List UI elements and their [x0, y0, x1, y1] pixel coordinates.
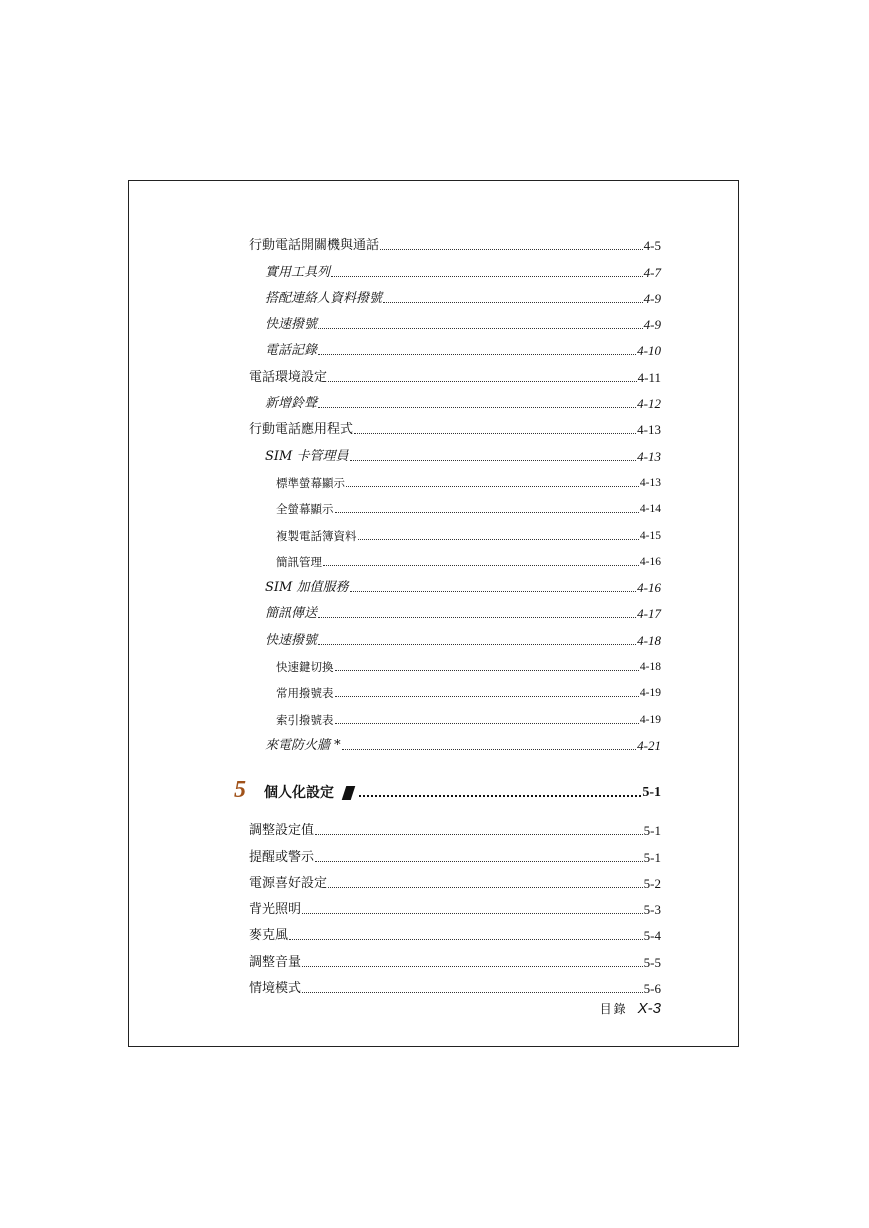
- dot-leader: [318, 354, 636, 355]
- toc-entry[interactable]: [249, 675, 661, 701]
- chapter-marker-icon: [342, 786, 356, 800]
- toc-entry-page: 4-15: [639, 529, 661, 542]
- chapter-title: 個人化設定: [264, 785, 334, 801]
- toc-entry-page: 5-3: [643, 902, 661, 918]
- toc-entry[interactable]: [249, 517, 661, 543]
- toc-entry-page: 5-1: [643, 823, 661, 839]
- toc-entry-title: SIM 卡管理員: [265, 448, 349, 464]
- toc-entry[interactable]: [249, 359, 661, 385]
- toc-entry-title: 標準螢幕顯示: [276, 475, 345, 490]
- toc-entry-title: 新增鈴聲: [265, 396, 318, 412]
- toc-entry-title: 常用撥號表: [276, 686, 334, 701]
- toc-entry-page: 5-4: [643, 928, 661, 944]
- toc-entry-page: 4-13: [637, 448, 661, 464]
- toc-entry[interactable]: [249, 944, 661, 970]
- toc-entry-title: 來電防火牆 *: [265, 737, 341, 753]
- chapter-number: 5: [234, 777, 246, 803]
- toc-entry-page: 4-14: [639, 503, 661, 516]
- toc-entry-title: SIM 加值服務: [265, 580, 349, 596]
- toc-entry[interactable]: [249, 701, 661, 727]
- dot-leader: [335, 696, 639, 697]
- toc-entry[interactable]: [249, 971, 661, 997]
- toc-entry-page: 4-16: [637, 580, 661, 596]
- dot-leader: [359, 795, 641, 797]
- toc-entry-page: 5-1: [643, 849, 661, 865]
- toc-entry-title: 快速撥號: [265, 632, 318, 648]
- toc-entry-title: 搭配連絡人資料撥號: [265, 290, 383, 306]
- toc-entry-title: 電源喜好設定: [249, 875, 328, 891]
- dot-leader: [318, 644, 636, 645]
- toc-section-chapter-4: [249, 228, 661, 754]
- chapter-heading[interactable]: [234, 772, 661, 802]
- toc-entry[interactable]: [249, 918, 661, 944]
- toc-entry-title: 行動電話開關機與通話: [249, 238, 380, 254]
- toc-entry-title: 複製電話簿資料: [276, 528, 357, 543]
- dot-leader: [328, 887, 643, 888]
- toc-entry[interactable]: [249, 412, 661, 438]
- toc-entry-title: 調整設定值: [249, 823, 315, 839]
- toc-entry-title: 簡訊傳送: [265, 606, 318, 622]
- toc-section-chapter-5: [249, 813, 661, 997]
- toc-entry-title: 情境模式: [249, 981, 302, 997]
- toc-entry[interactable]: [249, 491, 661, 517]
- dot-leader: [302, 966, 643, 967]
- toc-entry-page: 4-19: [639, 687, 661, 700]
- toc-entry-page: 4-18: [639, 661, 661, 674]
- toc-entry[interactable]: [249, 892, 661, 918]
- toc-entry-title: 實用工具列: [265, 264, 331, 280]
- dot-leader: [328, 381, 637, 382]
- toc-entry[interactable]: [249, 596, 661, 622]
- chapter-page: 5-1: [642, 785, 661, 800]
- toc-entry-page: 4-7: [643, 264, 661, 280]
- toc-entry[interactable]: [249, 866, 661, 892]
- toc-entry-title: 麥克風: [249, 928, 289, 944]
- toc-entry-title: 快速撥號: [265, 317, 318, 333]
- dot-leader: [335, 512, 639, 513]
- toc-entry[interactable]: [249, 544, 661, 570]
- toc-entry-page: 4-13: [639, 476, 661, 489]
- toc-entry-page: 4-9: [643, 317, 661, 333]
- toc-entry-page: 4-5: [643, 238, 661, 254]
- footer-label: 目錄: [599, 1002, 628, 1016]
- toc-entry-title: 電話環境設定: [249, 369, 328, 385]
- toc-entry[interactable]: [249, 622, 661, 648]
- toc-entry-page: 4-12: [637, 396, 661, 412]
- toc-entry-title: 提醒或警示: [249, 849, 315, 865]
- dot-leader: [302, 992, 643, 993]
- dot-leader: [318, 328, 643, 329]
- toc-entry[interactable]: [249, 813, 661, 839]
- dot-leader: [383, 302, 643, 303]
- toc-entry[interactable]: [249, 438, 661, 464]
- toc-entry-page: 4-19: [639, 713, 661, 726]
- toc-entry-page: 4-21: [637, 737, 661, 753]
- dot-leader: [318, 617, 636, 618]
- dot-leader: [323, 565, 639, 566]
- dot-leader: [342, 749, 637, 750]
- dot-leader: [358, 539, 639, 540]
- dot-leader: [380, 249, 643, 250]
- toc-entry-page: 4-13: [637, 422, 661, 438]
- toc-entry-title: 索引撥號表: [276, 712, 334, 727]
- toc-entry-title: 行動電話應用程式: [249, 422, 354, 438]
- dot-leader: [289, 939, 643, 940]
- toc-entry-title: 背光照明: [249, 902, 302, 918]
- toc-entry-title: 電話記錄: [265, 343, 318, 359]
- dot-leader: [302, 913, 643, 914]
- dot-leader: [350, 460, 637, 461]
- toc-entry-page: 4-18: [637, 632, 661, 648]
- toc-entry[interactable]: [249, 281, 661, 307]
- toc-entry-page: 5-5: [643, 954, 661, 970]
- toc-entry[interactable]: [249, 228, 661, 254]
- toc-entry-title: 快速鍵切換: [276, 660, 334, 675]
- toc-entry[interactable]: [249, 254, 661, 280]
- dot-leader: [346, 486, 639, 487]
- toc-entry[interactable]: [249, 839, 661, 865]
- toc-entry-page: 5-2: [643, 875, 661, 891]
- toc-entry-page: 4-16: [639, 555, 661, 568]
- dot-leader: [318, 407, 636, 408]
- toc-entry-title: 調整音量: [249, 954, 302, 970]
- toc-entry-page: 5-6: [643, 981, 661, 997]
- toc-entry[interactable]: [249, 570, 661, 596]
- toc-entry[interactable]: [249, 386, 661, 412]
- footer-page-number: X-3: [637, 1000, 661, 1017]
- toc-entry-title: 簡訊管理: [276, 554, 322, 569]
- toc-entry[interactable]: [249, 465, 661, 491]
- toc-entry-page: 4-9: [643, 290, 661, 306]
- toc-entry[interactable]: [249, 333, 661, 359]
- toc-entry[interactable]: [249, 649, 661, 675]
- dot-leader: [335, 670, 639, 671]
- toc-entry-page: 4-10: [637, 343, 661, 359]
- dot-leader: [315, 861, 643, 862]
- dot-leader: [331, 276, 643, 277]
- toc-entry-page: 4-11: [637, 369, 661, 385]
- page-footer: [600, 1000, 661, 1017]
- dot-leader: [350, 591, 637, 592]
- toc-entry-title: 全螢幕顯示: [276, 502, 334, 517]
- toc-entry[interactable]: [249, 728, 661, 754]
- toc-entry-page: 4-17: [637, 606, 661, 622]
- toc-entry[interactable]: [249, 307, 661, 333]
- dot-leader: [354, 433, 636, 434]
- dot-leader: [335, 723, 639, 724]
- dot-leader: [315, 834, 643, 835]
